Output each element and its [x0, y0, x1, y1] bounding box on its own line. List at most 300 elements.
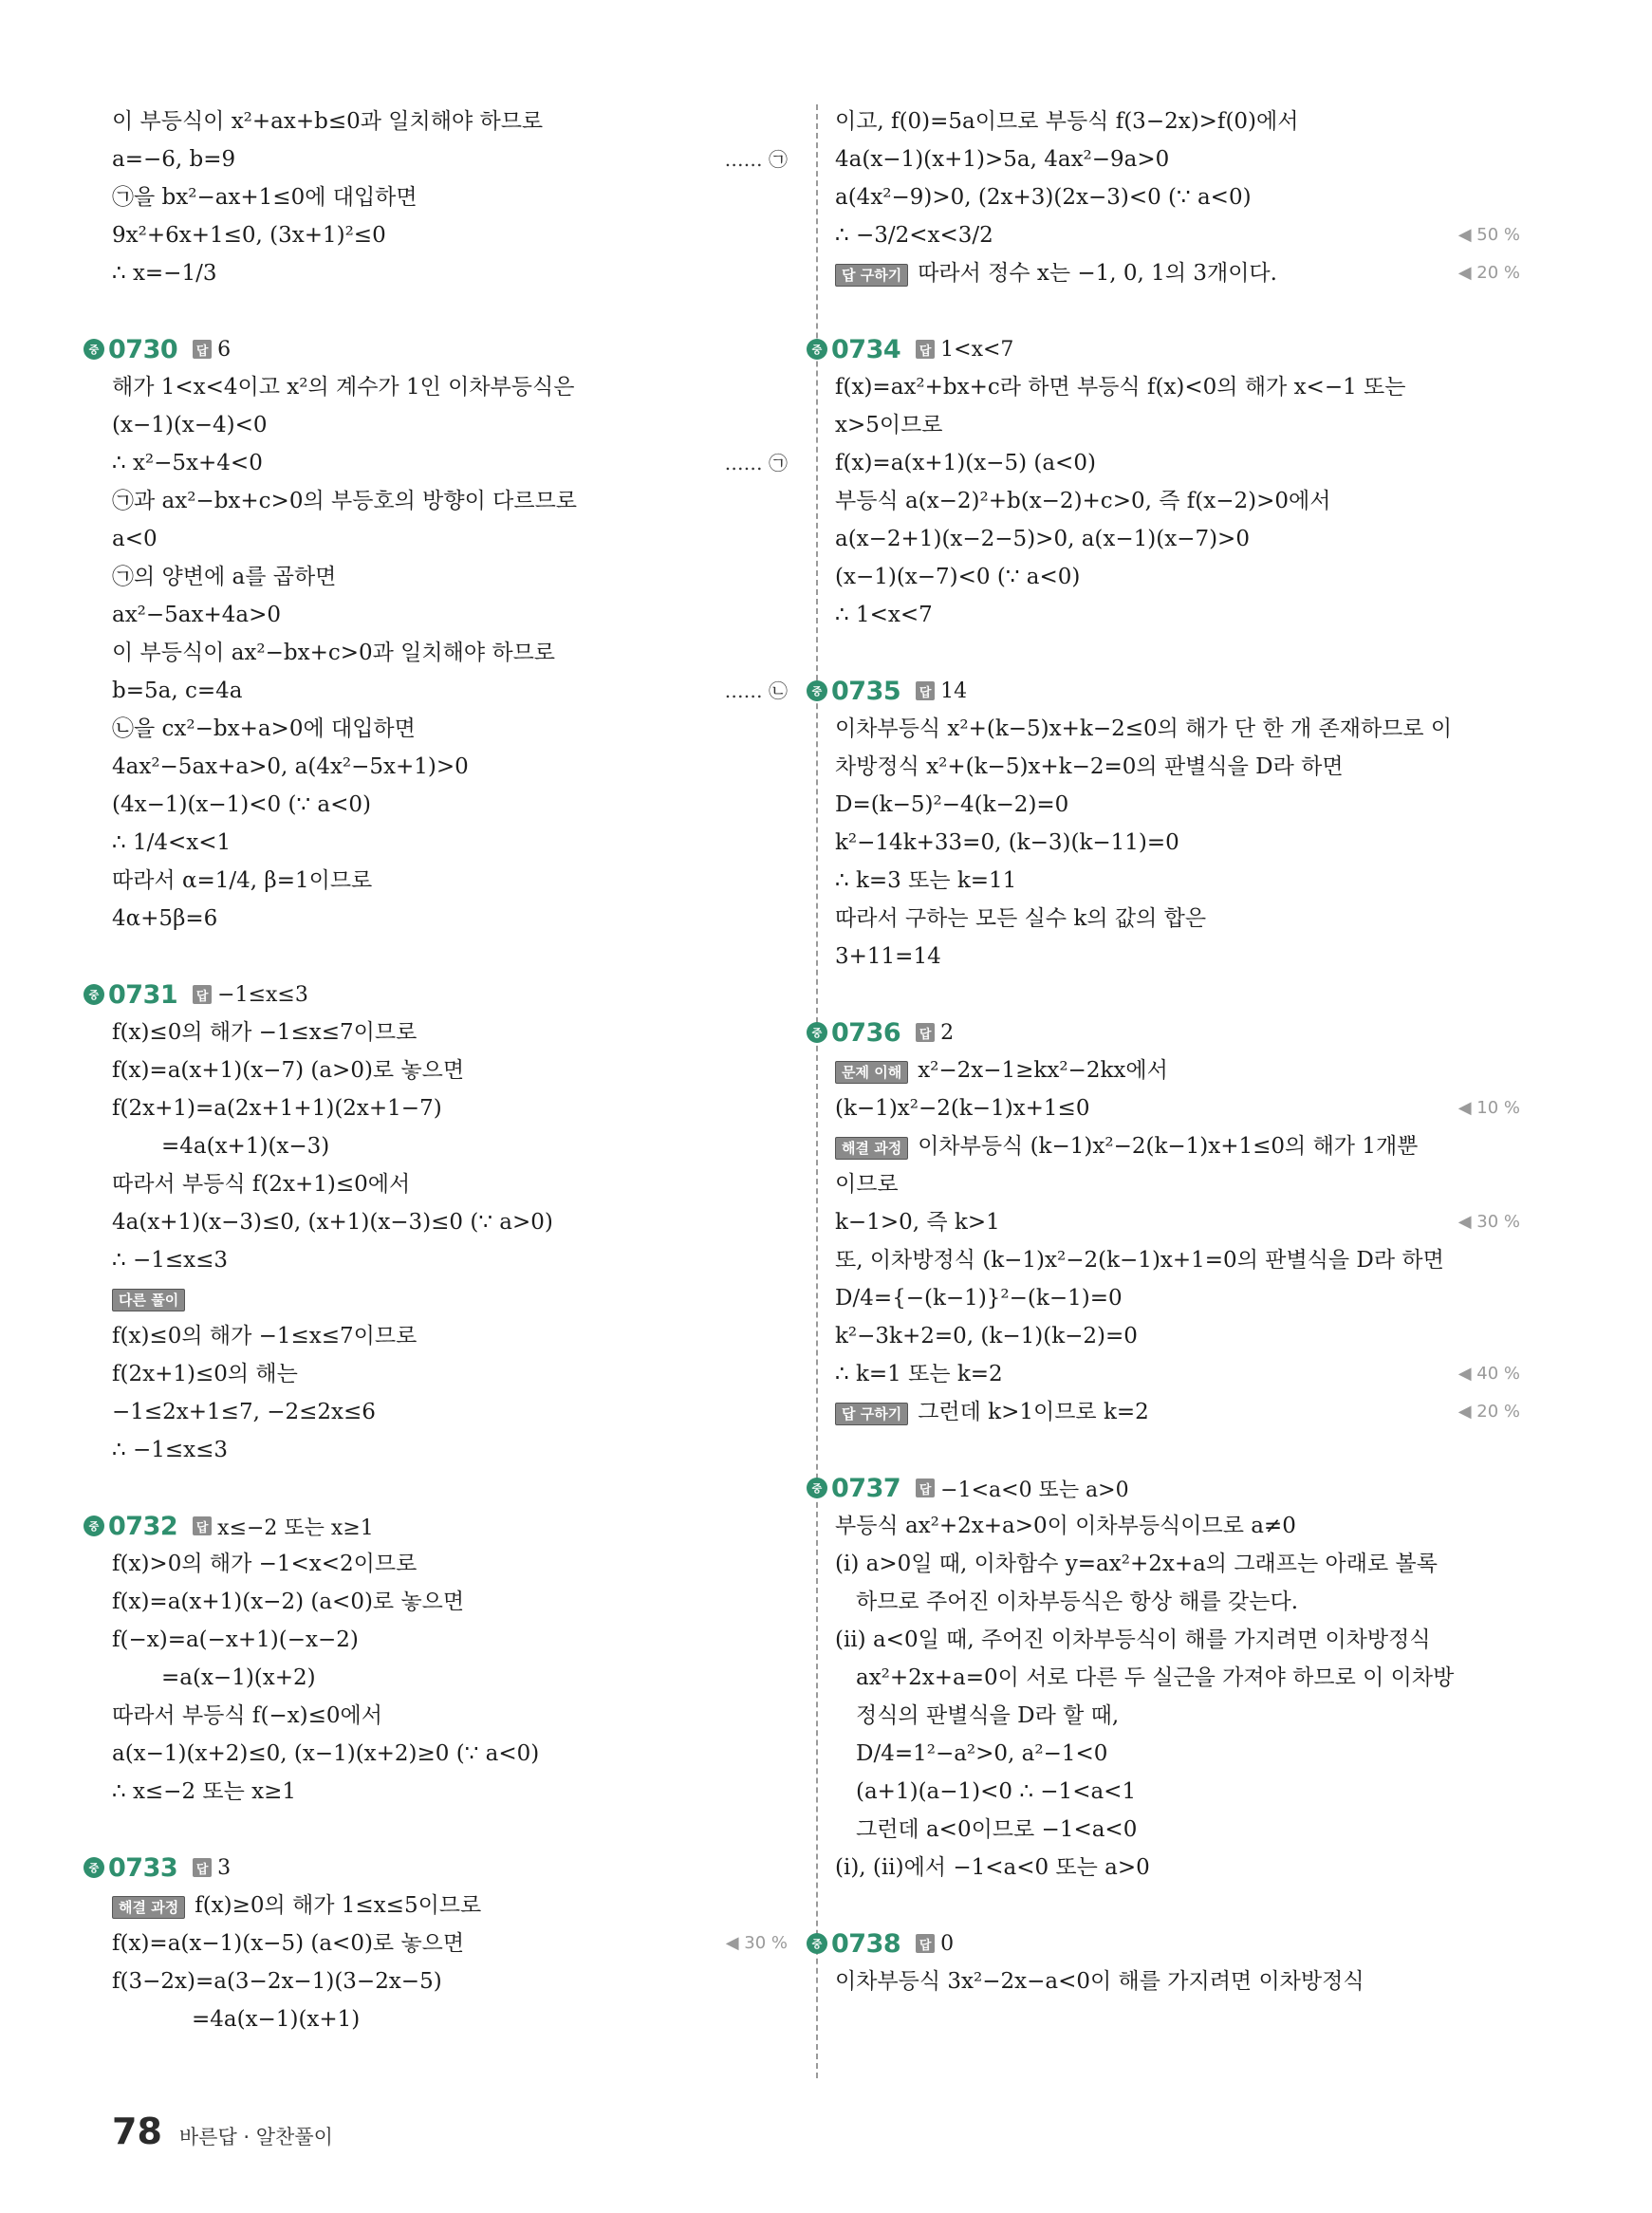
- solution-line: [835, 900, 1520, 938]
- solution-text: [835, 1545, 1438, 1583]
- difficulty-badge: 중: [84, 1516, 104, 1536]
- math-text: ∴ 1/4<x<1: [112, 830, 232, 855]
- problem-header: [807, 672, 1520, 710]
- math-text: a(x−1)(x+2)≤0, (x−1)(x+2)≥0 (∵ a<0): [112, 1741, 540, 1766]
- solution-line: [112, 1089, 788, 1127]
- math-text: 4a(x−1)(x+1)>5a, 4ax²−9a>0: [835, 147, 1170, 172]
- solution-line: [835, 938, 1520, 976]
- math-text: f(x)=a(x+1)(x−2) (a<0)로 놓으면: [112, 1590, 465, 1614]
- math-text: 부등식 a(x−2)²+b(x−2)+c>0, 즉 f(x−2)>0에서: [835, 489, 1331, 513]
- math-text: (ⅰ), (ⅱ)에서 −1<a<0 또는 a>0: [835, 1855, 1150, 1880]
- math-text: 정식의 판별식을 D라 할 때,: [856, 1703, 1120, 1728]
- answer-value: 0: [940, 1931, 955, 1956]
- footer-title: 바른답 · 알찬풀이: [178, 2126, 333, 2148]
- solution-text: [112, 520, 158, 558]
- step-tag: 다른 풀이: [112, 1289, 185, 1311]
- difficulty-badge: 중: [807, 1478, 827, 1498]
- solution-text: [112, 1203, 553, 1241]
- solution-text: [112, 1431, 228, 1469]
- solution-line: [835, 1507, 1520, 1545]
- math-text: 이차부등식 3x²−2x−a<0이 해를 가지려면 이차방정식: [835, 1969, 1364, 1994]
- solution-line: [835, 786, 1520, 824]
- solution-line: [835, 482, 1520, 520]
- score-percent: ◀ 20 %: [1457, 1402, 1520, 1422]
- solution-line: [835, 1127, 1520, 1165]
- difficulty-badge: 중: [807, 680, 827, 701]
- solution-line: [112, 1127, 788, 1165]
- math-text: 이차부등식 (k−1)x²−2(k−1)x+1≤0의 해가 1개뿐: [918, 1134, 1419, 1159]
- solution-line: [112, 444, 788, 482]
- solution-line: [835, 520, 1520, 558]
- problem-header: [84, 976, 788, 1014]
- math-text: ax²−5ax+4a>0: [112, 603, 282, 627]
- equation-marker: …… ㉡: [724, 679, 788, 702]
- solution-text: [835, 1735, 1107, 1773]
- solution-line: [835, 710, 1520, 748]
- answer-value: 2: [940, 1020, 955, 1045]
- answer-tag: 답: [916, 681, 935, 700]
- math-text: 4ax²−5ax+a>0, a(4x²−5x+1)>0: [112, 754, 469, 779]
- difficulty-badge: 중: [807, 1022, 827, 1043]
- score-percent: ◀ 30 %: [725, 1933, 788, 1953]
- solution-text: [112, 140, 235, 178]
- solution-line: [112, 824, 788, 862]
- solution-line: [112, 216, 788, 254]
- solution-text: [835, 1355, 1003, 1393]
- solution-line: [835, 1697, 1520, 1735]
- math-text: (x−1)(x−7)<0 (∵ a<0): [835, 565, 1081, 589]
- solution-text: [112, 444, 263, 482]
- answer-value: 1<x<7: [940, 337, 1014, 362]
- math-text: f(x)=a(x−1)(x−5) (a<0)로 놓으면: [112, 1931, 465, 1956]
- solution-text: [835, 1089, 1089, 1127]
- difficulty-badge: 중: [84, 984, 104, 1005]
- problem-number: 0735: [831, 676, 901, 706]
- score-percent: ◀ 20 %: [1457, 263, 1520, 283]
- answer-tag: 답: [916, 1023, 935, 1042]
- solution-line: [835, 1089, 1520, 1127]
- solution-text: [112, 824, 231, 862]
- solution-text: [112, 178, 418, 216]
- solution-line: [835, 140, 1520, 178]
- solution-line: [835, 1621, 1520, 1659]
- math-text: a(4x²−9)>0, (2x+3)(2x−3)<0 (∵ a<0): [835, 185, 1252, 210]
- solution-text: [835, 1241, 1444, 1279]
- solution-text: [835, 1203, 1000, 1241]
- math-text: ∴ x≤−2 또는 x≥1: [112, 1779, 297, 1804]
- solution-line: [112, 1545, 788, 1583]
- solution-line: [835, 1203, 1520, 1241]
- solution-line: [112, 672, 788, 710]
- solution-text: [835, 1507, 1296, 1545]
- solution-text: [112, 596, 281, 634]
- step-tag: 문제 이해: [835, 1061, 908, 1084]
- solution-line: [112, 2000, 788, 2038]
- solution-text: [835, 596, 933, 634]
- solution-text: [112, 900, 217, 938]
- solution-line: [835, 368, 1520, 406]
- math-text: k−1>0, 즉 k>1: [835, 1210, 1000, 1235]
- solution-text: [112, 1089, 442, 1127]
- answer-value: 3: [217, 1855, 232, 1880]
- math-text: f(−x)=a(−x+1)(−x−2): [112, 1627, 359, 1652]
- solution-text: [112, 406, 268, 444]
- score-percent: ◀ 50 %: [1457, 225, 1520, 245]
- solution-text: [835, 1165, 899, 1203]
- math-text: D/4=1²−a²>0, a²−1<0: [856, 1741, 1108, 1766]
- solution-line: [835, 1165, 1520, 1203]
- math-text: (ⅱ) a<0일 때, 주어진 이차부등식이 해를 가지려면 이차방정식: [835, 1627, 1431, 1652]
- math-text: 따라서 정수 x는 −1, 0, 1의 3개이다.: [918, 261, 1277, 286]
- math-text: f(x)=a(x+1)(x−7) (a>0)로 놓으면: [112, 1058, 465, 1083]
- solution-text: [112, 748, 469, 786]
- solution-text: [112, 1925, 464, 1962]
- math-text: 따라서 α=1/4, β=1이므로: [112, 868, 373, 893]
- solution-line: [835, 1241, 1520, 1279]
- difficulty-badge: 중: [84, 339, 104, 360]
- math-text: x²−2x−1≥kx²−2kx에서: [918, 1058, 1168, 1083]
- solution-line: [112, 1279, 788, 1317]
- solution-block: [112, 102, 788, 292]
- answer-value: −1≤x≤3: [217, 982, 308, 1007]
- solution-text: [835, 1393, 1149, 1431]
- solution-text: [835, 216, 993, 254]
- difficulty-badge: 중: [807, 339, 827, 360]
- step-tag: 답 구하기: [835, 1403, 908, 1425]
- solution-text: [112, 710, 416, 748]
- solution-line: [112, 1697, 788, 1735]
- solution-text: [112, 1393, 376, 1431]
- difficulty-badge: 중: [84, 1857, 104, 1878]
- solution-block: [88, 1507, 788, 1811]
- math-text: (ⅰ) a>0일 때, 이차함수 y=ax²+2x+a의 그래프는 아래로 볼록: [835, 1552, 1438, 1576]
- solution-text: [835, 900, 1206, 938]
- solution-line: [835, 1583, 1520, 1621]
- math-text: 해가 1<x<4이고 x²의 계수가 1인 이차부등식은: [112, 375, 575, 400]
- math-text: ax²+2x+a=0이 서로 다른 두 실근을 가져야 하므로 이 이차방: [856, 1665, 1455, 1690]
- answer-tag: 답: [916, 340, 935, 359]
- math-text: f(2x+1)≤0의 해는: [112, 1362, 298, 1386]
- solution-line: [112, 710, 788, 748]
- solution-text: [835, 1621, 1431, 1659]
- solution-line: [835, 1849, 1520, 1887]
- left-column: [88, 102, 788, 2076]
- solution-text: [835, 1659, 1454, 1697]
- solution-line: [112, 1431, 788, 1469]
- math-text: ∴ −1≤x≤3: [112, 1248, 228, 1273]
- page-footer: [112, 2111, 333, 2152]
- math-text: −1≤2x+1≤7, −2≤2x≤6: [112, 1400, 376, 1424]
- problem-number: 0731: [108, 979, 178, 1010]
- solution-text: [835, 1051, 1168, 1089]
- solution-block: [88, 330, 788, 938]
- solution-text: [835, 1279, 1123, 1317]
- math-text: D/4={−(k−1)}²−(k−1)=0: [835, 1286, 1123, 1311]
- math-text: 4α+5β=6: [112, 906, 218, 931]
- solution-text: [112, 368, 574, 406]
- solution-line: [112, 178, 788, 216]
- solution-text: [112, 1355, 298, 1393]
- solution-text: [112, 634, 555, 672]
- math-text: ∴ x=−1/3: [112, 261, 217, 286]
- solution-line: [112, 786, 788, 824]
- solution-text: [835, 1849, 1150, 1887]
- problem-number: 0732: [108, 1511, 178, 1541]
- solution-line: [112, 1773, 788, 1811]
- solution-text: [112, 1317, 417, 1355]
- solution-text: [835, 140, 1169, 178]
- solution-line: [112, 520, 788, 558]
- solution-line: [112, 140, 788, 178]
- column-divider: [816, 104, 818, 2078]
- solution-line: [112, 254, 788, 292]
- solution-line: [835, 1659, 1520, 1697]
- solution-text: [835, 786, 1068, 824]
- solution-text: [112, 1697, 382, 1735]
- answer-tag: 답: [193, 985, 212, 1004]
- solution-text: [835, 558, 1080, 596]
- solution-text: [112, 2000, 360, 2038]
- solution-line: [112, 1014, 788, 1051]
- math-text: 이차부등식 x²+(k−5)x+k−2≤0의 해가 단 한 개 존재하므로 이: [835, 716, 1453, 741]
- answer-value: 14: [940, 679, 968, 703]
- score-percent: ◀ 30 %: [1457, 1212, 1520, 1232]
- math-text: a=−6, b=9: [112, 147, 236, 172]
- solution-line: [112, 900, 788, 938]
- solution-text: [835, 1583, 1298, 1621]
- math-text: b=5a, c=4a: [112, 679, 243, 703]
- solution-text: [835, 862, 1016, 900]
- math-text: k²−14k+33=0, (k−3)(k−11)=0: [835, 830, 1179, 855]
- math-text: (4x−1)(x−1)<0 (∵ a<0): [112, 792, 372, 817]
- problem-number: 0734: [831, 334, 901, 364]
- math-text: f(x)>0의 해가 −1<x<2이므로: [112, 1552, 418, 1576]
- solution-text: [112, 862, 372, 900]
- solution-text: [835, 1962, 1364, 2000]
- math-text: 이 부등식이 x²+ax+b≤0과 일치해야 하므로: [112, 109, 544, 134]
- solution-text: [112, 1127, 329, 1165]
- answer-value: x≤−2 또는 x≥1: [217, 1516, 374, 1540]
- solution-line: [112, 596, 788, 634]
- answer-tag: 답: [916, 1478, 935, 1497]
- solution-text: [112, 1659, 316, 1697]
- solution-line: [112, 1355, 788, 1393]
- solution-line: [112, 1051, 788, 1089]
- solution-line: [112, 1583, 788, 1621]
- step-tag: 답 구하기: [835, 264, 908, 287]
- problem-header: [84, 330, 788, 368]
- right-column: [811, 102, 1520, 2038]
- score-percent: ◀ 40 %: [1457, 1364, 1520, 1384]
- math-text: 3+11=14: [835, 944, 941, 969]
- solution-text: [835, 1773, 1136, 1811]
- solution-text: [835, 368, 1405, 406]
- solution-line: [835, 254, 1520, 292]
- math-text: 그런데 k>1이므로 k=2: [918, 1400, 1149, 1424]
- solution-line: [835, 824, 1520, 862]
- solution-line: [112, 1317, 788, 1355]
- answer-tag: 답: [193, 340, 212, 359]
- solution-text: [112, 672, 242, 710]
- solution-line: [835, 1773, 1520, 1811]
- solution-line: [112, 1621, 788, 1659]
- solution-text: [112, 1583, 464, 1621]
- math-text: (x−1)(x−4)<0: [112, 413, 268, 437]
- math-text: a(x−2+1)(x−2−5)>0, a(x−1)(x−7)>0: [835, 527, 1250, 551]
- solution-line: [835, 596, 1520, 634]
- solution-line: [835, 1317, 1520, 1355]
- solution-line: [835, 1811, 1520, 1849]
- math-text: (a+1)(a−1)<0 ∴ −1<a<1: [856, 1779, 1137, 1804]
- solution-text: [112, 1165, 410, 1203]
- solution-text: [835, 520, 1250, 558]
- solution-line: [112, 634, 788, 672]
- math-text: (k−1)x²−2(k−1)x+1≤0: [835, 1096, 1090, 1121]
- problem-number: 0738: [831, 1928, 901, 1959]
- solution-text: [112, 1241, 228, 1279]
- math-text: a<0: [112, 527, 158, 551]
- solution-text: [112, 216, 386, 254]
- step-tag: 해결 과정: [835, 1137, 908, 1160]
- math-text: f(x)=a(x+1)(x−5) (a<0): [835, 451, 1096, 475]
- problem-header: [807, 1014, 1520, 1051]
- solution-block: [811, 1925, 1520, 2000]
- solution-line: [112, 748, 788, 786]
- solution-text: [112, 1014, 417, 1051]
- solution-block: [88, 976, 788, 1469]
- problem-header: [807, 1469, 1520, 1507]
- math-text: 이고, f(0)=5a이므로 부등식 f(3−2x)>f(0)에서: [835, 109, 1299, 134]
- solution-text: [112, 1545, 417, 1583]
- math-text: 그런데 a<0이므로 −1<a<0: [856, 1817, 1138, 1842]
- solution-block: [811, 330, 1520, 634]
- solution-block: [88, 1849, 788, 2038]
- math-text: ∴ k=1 또는 k=2: [835, 1362, 1003, 1386]
- math-text: 4a(x+1)(x−3)≤0, (x+1)(x−3)≤0 (∵ a>0): [112, 1210, 553, 1235]
- solution-line: [835, 1051, 1520, 1089]
- solution-text: [835, 444, 1096, 482]
- solution-line: [112, 1735, 788, 1773]
- solution-line: [112, 1393, 788, 1431]
- solution-block: [811, 1014, 1520, 1431]
- solution-line: [835, 1735, 1520, 1773]
- solution-text: [835, 482, 1330, 520]
- answer-tag: 답: [193, 1858, 212, 1877]
- solution-line: [112, 862, 788, 900]
- solution-line: [835, 862, 1520, 900]
- problem-header: [807, 330, 1520, 368]
- math-text: 9x²+6x+1≤0, (3x+1)²≤0: [112, 223, 386, 248]
- solution-text: [112, 786, 371, 824]
- solution-line: [835, 1545, 1520, 1583]
- solution-line: [112, 406, 788, 444]
- solution-block: [811, 1469, 1520, 1887]
- solution-line: [835, 1279, 1520, 1317]
- solution-line: [112, 1203, 788, 1241]
- math-text: ㉠을 bx²−ax+1≤0에 대입하면: [112, 185, 418, 210]
- math-text: ∴ −3/2<x<3/2: [835, 223, 993, 248]
- solution-text: [112, 558, 336, 596]
- difficulty-badge: 중: [807, 1933, 827, 1954]
- solution-text: [112, 1887, 481, 1925]
- answer-value: −1<a<0 또는 a>0: [940, 1478, 1129, 1502]
- solution-line: [835, 216, 1520, 254]
- math-text: =a(x−1)(x+2): [161, 1665, 316, 1690]
- solution-line: [112, 1241, 788, 1279]
- math-text: 차방정식 x²+(k−5)x+k−2=0의 판별식을 D라 하면: [835, 754, 1344, 779]
- equation-marker: …… ㉠: [724, 148, 788, 171]
- solution-text: [112, 1773, 296, 1811]
- math-text: ㉡을 cx²−bx+a>0에 대입하면: [112, 716, 416, 741]
- math-text: 따라서 부등식 f(−x)≤0에서: [112, 1703, 382, 1728]
- math-text: 이므로: [835, 1172, 899, 1197]
- math-text: ㉠의 양변에 a를 곱하면: [112, 565, 337, 589]
- solution-line: [112, 558, 788, 596]
- solution-text: [835, 1811, 1137, 1849]
- solution-text: [112, 482, 577, 520]
- solution-text: [112, 1621, 359, 1659]
- solution-line: [835, 406, 1520, 444]
- solution-line: [835, 1393, 1520, 1431]
- math-text: f(2x+1)=a(2x+1+1)(2x+1−7): [112, 1096, 442, 1121]
- math-text: f(x)≤0의 해가 −1≤x≤7이므로: [112, 1020, 418, 1045]
- solution-text: [112, 102, 543, 140]
- solution-text: [835, 1697, 1119, 1735]
- solution-line: [835, 1355, 1520, 1393]
- solution-text: [112, 254, 216, 292]
- solution-line: [835, 102, 1520, 140]
- solution-line: [112, 1887, 788, 1925]
- math-text: 이 부등식이 ax²−bx+c>0과 일치해야 하므로: [112, 641, 556, 665]
- answer-value: 6: [217, 337, 232, 362]
- math-text: x>5이므로: [835, 413, 943, 437]
- solution-text: [835, 1127, 1418, 1165]
- math-text: 부등식 ax²+2x+a>0이 이차부등식이므로 a≠0: [835, 1514, 1296, 1538]
- solution-line: [835, 748, 1520, 786]
- solution-text: [112, 1279, 195, 1317]
- math-text: 따라서 부등식 f(2x+1)≤0에서: [112, 1172, 411, 1197]
- score-percent: ◀ 10 %: [1457, 1098, 1520, 1118]
- solution-line: [112, 1962, 788, 2000]
- math-text: =4a(x−1)(x+1): [192, 2007, 361, 2032]
- math-text: ∴ 1<x<7: [835, 603, 933, 627]
- solution-text: [112, 1962, 442, 2000]
- problem-header: [84, 1507, 788, 1545]
- problem-header: [807, 1925, 1520, 1962]
- math-text: f(x)≥0의 해가 1≤x≤5이므로: [195, 1893, 482, 1918]
- solution-line: [835, 558, 1520, 596]
- math-text: =4a(x+1)(x−3): [161, 1134, 330, 1159]
- solution-line: [112, 1165, 788, 1203]
- solution-text: [835, 178, 1252, 216]
- problem-number: 0733: [108, 1852, 178, 1883]
- math-text: ㉠과 ax²−bx+c>0의 부등호의 방향이 다르므로: [112, 489, 578, 513]
- solution-text: [835, 406, 943, 444]
- solution-line: [112, 368, 788, 406]
- math-text: 하므로 주어진 이차부등식은 항상 해를 갖는다.: [856, 1590, 1299, 1614]
- solution-text: [835, 1317, 1138, 1355]
- solution-line: [835, 1962, 1520, 2000]
- solution-text: [112, 1051, 464, 1089]
- solution-text: [835, 102, 1298, 140]
- solution-text: [835, 938, 941, 976]
- solution-text: [835, 254, 1277, 292]
- solution-line: [112, 1925, 788, 1962]
- problem-header: [84, 1849, 788, 1887]
- math-text: 따라서 구하는 모든 실수 k의 값의 합은: [835, 906, 1207, 931]
- math-text: ∴ −1≤x≤3: [112, 1438, 228, 1462]
- solution-block: [835, 102, 1520, 292]
